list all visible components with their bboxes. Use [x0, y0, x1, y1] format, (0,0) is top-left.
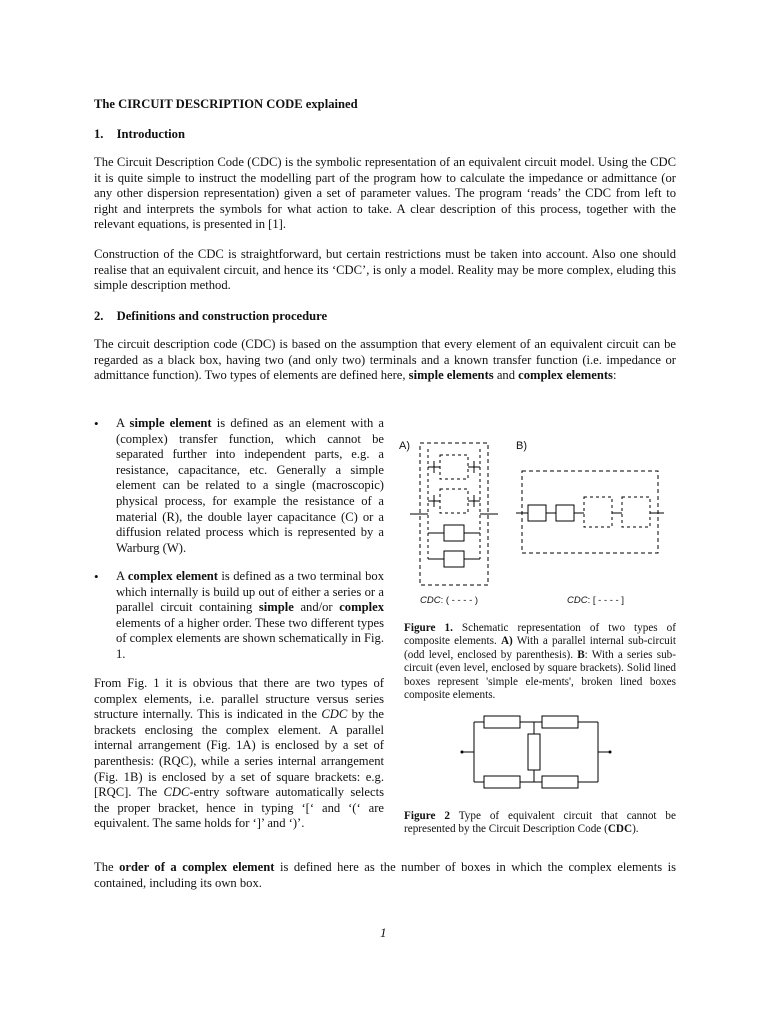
fig2-bottom-left-element: [484, 776, 520, 788]
fig1-caption-t1: Schematic representation of two types of composite elements.: [404, 622, 676, 648]
document-title: The CIRCUIT DESCRIPTION CODE explained: [94, 97, 358, 111]
bullet1-bold: simple element: [129, 416, 212, 430]
intro-paragraph-2: Construction of the CDC is straightforward, but certain restrictions must be taken into account. Also one should realise that an equivalent circuit, and hence its ‘CDC’, is only a model. Reality may be more complex, eluding this simple description method.: [94, 247, 676, 293]
fig2-caption-t2: ).: [632, 823, 639, 836]
bullet1-pre: A: [116, 416, 130, 430]
fig1-label-a: A): [399, 440, 410, 452]
para3-t3: -entry software automatically selects the proper bracket, hence in typing ‘[‘ and ‘(‘ are equivalent. The same holds for ‘]’ and ‘)’.: [94, 785, 384, 831]
fig2-bridge-element: [528, 734, 540, 770]
definitions-paragraph: [94, 337, 676, 384]
bullet-complex-element: [116, 569, 384, 663]
def-mid: and: [493, 368, 519, 383]
bullet-dot-1: •: [94, 416, 99, 431]
fig2-caption-label: Figure 2: [404, 810, 450, 822]
bullet2-mid: and/or: [293, 600, 340, 615]
fig1-caption-label: Figure 1.: [404, 622, 453, 634]
fig2-bottom-right-element: [542, 776, 578, 788]
section-2-title: Definitions and construction procedure: [116, 309, 328, 323]
bullet1-text: is defined as an element with a (complex) transfer function, which cannot be separated further into independent parts, e.g. a resistance, capacitance, etc. Generally a simple element can be related to a single (macroscopic) physical process, for example the resistance of a material (R), the double layer capacitance (C) or a diffusion related process which is represented by a Warburg (W).: [116, 416, 384, 555]
bullet2-bold-complex: complex: [339, 600, 384, 615]
fig1b-composite-box-1: [584, 497, 612, 527]
order-bold: order of a complex element: [119, 860, 275, 874]
fig1-cdc-b: [567, 595, 624, 606]
bullet2-text1: is defined as a two terminal box which internally is build up out of either a series or a parallel circuit containing: [116, 569, 384, 615]
fig1b-outer-composite-box: [522, 471, 658, 553]
fig1a-simple-box-2: [444, 551, 464, 567]
order-paragraph: [94, 860, 676, 891]
fig2-caption-cdc: CDC: [607, 823, 633, 836]
figure-2-diagram: [458, 712, 614, 798]
figure-1-diagram: [398, 435, 680, 610]
fig1-caption-t2: With a parallel internal sub-circuit (odd level, enclosed by parenthesis).: [404, 635, 676, 661]
fig1b-simple-box-1: [528, 505, 546, 521]
section-2-heading: [94, 308, 327, 324]
bullet2-pre: A: [116, 569, 128, 583]
fig2-caption-t1: Type of equivalent circuit that cannot be represented by the Circuit Description Code (: [404, 810, 676, 836]
para3-cdc-1: CDC: [321, 707, 348, 722]
def-end: :: [612, 368, 617, 383]
fig1a-simple-box-1: [444, 525, 464, 541]
page-number: 1: [380, 925, 387, 940]
fig1-caption-b: B: [577, 648, 585, 661]
figure-1-caption: [404, 622, 676, 702]
fig1b-simple-box-2: [556, 505, 574, 521]
def-bold-complex: complex elements: [518, 368, 613, 383]
fig1-cdc-a-code: : ( - - - - ): [440, 595, 479, 606]
para3-t1: From Fig. 1 it is obvious that there are two types of complex elements, i.e. parallel structure versus series structure internally. This is indicated in the: [94, 676, 384, 722]
bullet2-bold-simple: simple: [258, 600, 294, 615]
bullet-dot-2: •: [94, 569, 99, 584]
bullet2-text2: elements of a higher order. These two different types of complex elements are shown schematically in Fig. 1.: [116, 615, 384, 661]
fig2-top-left-element: [484, 716, 520, 728]
fig1a-composite-box-2: [440, 489, 468, 513]
fig1b-composite-box-2: [622, 497, 650, 527]
fig1-cdc-a: [420, 595, 478, 606]
section-1-heading: [94, 126, 185, 142]
fig2-top-right-element: [542, 716, 578, 728]
section-1-title: Introduction: [116, 127, 185, 141]
bullet-simple-element: [116, 416, 384, 556]
bullet2-bold: complex element: [127, 569, 218, 583]
fig1-cdc-a-label: CDC: [420, 595, 441, 606]
fig1-caption-t3: : With a series sub-circuit (even level, enclosed by square brackets). Solid lined boxes represent 'simple ele-ments', broken lined boxes composite elements.: [404, 648, 676, 702]
fig1-cdc-b-label: CDC: [567, 595, 588, 606]
section-2-number: 2.: [94, 309, 104, 323]
para3-t2: by the brackets enclosing the complex element. A parallel internal arrangement (Fig. 1A) is enclosed by a set of parenthesis: (RQC), while a series internal arrangement (Fig. 1B) is enclosed by a set of square brackets: e.g. [RQC]. The: [94, 707, 385, 800]
fig1-caption-a: A): [500, 635, 513, 648]
para3-cdc-2: CDC: [163, 785, 190, 800]
intro-paragraph-1: The Circuit Description Code (CDC) is the symbolic representation of an equivalent circuit model. Using the CDC it is quite simple to instruct the modelling part of the program how to calculate the impedance or admittance (or any other dispersion representation) given a set of parameter values. The program ‘reads’ the CDC from left to right and interprets the symbols for what action to take. A clear description of this process, together with the relevant equations, is presented in [1].: [94, 155, 676, 232]
order-pre: The: [94, 860, 120, 874]
order-text: is defined here as the number of boxes in which the complex elements is contained, including its own box.: [94, 860, 676, 890]
fig1-cdc-b-code: : [ - - - - ]: [587, 595, 625, 606]
figure-2-caption: [404, 810, 676, 837]
def-text: The circuit description code (CDC) is based on the assumption that every element of an equivalent circuit can be regarded as a black box, having two (and only two) terminals and a known transfer function (i.e. impedance or admittance function). Two types of elements are defined here,: [94, 337, 676, 383]
fig1a-outer-composite-box: [420, 443, 488, 585]
brackets-paragraph: [94, 676, 384, 832]
fig1a-composite-box-1: [440, 455, 468, 479]
fig1-label-b: B): [516, 440, 527, 452]
def-bold-simple: simple elements: [408, 368, 494, 383]
section-1-number: 1.: [94, 127, 104, 141]
